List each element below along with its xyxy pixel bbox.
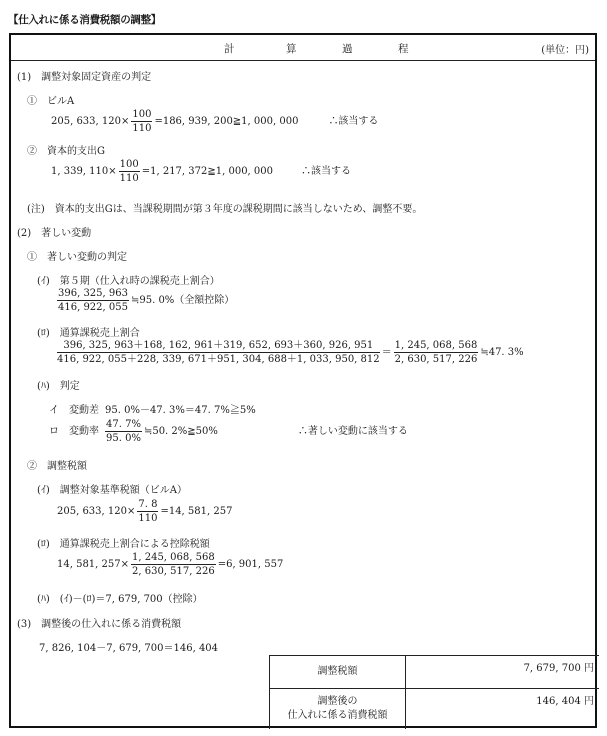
calculation-frame [9,33,597,728]
fraction: $\frac{7. 8}{110}$ [138,499,158,524]
header-char: 算 [286,43,297,55]
section-2-judge-ro-label: (ﾛ) 通算課税売上割合 [37,328,140,339]
document-title: 【仕入れに係る消費税額の調整】 [8,14,161,26]
fraction: $\frac{396, 325, 963+168, 162, 961+319, 652, 693+360, 926, 951}{416, 922, 055+228, 339, 671+951, 304, 688+1, 033, 950, 812}$ [57,340,380,365]
result-value: 7, 679, 700 円 [523,663,594,674]
section-2-judge-i-label: (ｲ) 第５期（仕入れ時の課税売上割合） [37,276,220,287]
header-char: 程 [398,43,409,55]
header-char: 過 [342,43,353,55]
section-2-judge-ha-label: (ﾊ) 判定 [37,381,80,392]
fraction: $\frac{396, 325, 963}{416, 922, 055}$ [58,288,128,313]
conclusion: ∴著しい変動に該当する [297,426,408,437]
result-value: 146, 404 円 [536,696,594,707]
section-1-item-a-label: ① ビルA [27,96,75,107]
section-2-judge-ro-formula: $\frac{396, 325, 963+168, 162, 961+319, 652, 693+360, 926, 951}{416, 922, 055+228, 339, 671+951, 304, 688+1, 033, 950, 812}$ ＝ $\frac{1, 245, 068, 568}{2, 630, 517, 226}$ ≒47. 3% [57,340,524,365]
section-1-item-b-label: ② 資本的支出G [27,146,105,157]
fraction: $\frac{100}{110}$ [119,159,139,184]
section-1-heading: (1) 調整対象固定資産の判定 [17,72,152,83]
section-2-adjust-ro-label: (ﾛ) 通算課税売上割合による控除税額 [37,539,210,550]
section-3-formula: 7, 826, 104－7, 679, 700＝146, 404 [39,643,219,654]
section-1-item-b-formula: 1, 339, 110× $\frac{100}{110}$ =1, 217, 372≧1, 000, 000 ∴該当する [51,159,351,184]
section-3-heading: (3) 調整後の仕入れに係る消費税額 [17,619,182,630]
section-1-item-a-formula: 205, 633, 120× $\frac{100}{110}$ =186, 939, 200≧1, 000, 000 ∴該当する [51,109,379,134]
section-2-judge-ha-diff: イ 変動差 95. 0%－47. 3%＝47. 7%≧5% [49,405,256,416]
conclusion: ∴該当する [301,166,351,177]
section-2-adjust-i-formula: 205, 633, 120× $\frac{7. 8}{110}$ =14, 581, 257 [57,499,233,524]
section-2-adjust-label: ② 調整税額 [27,461,87,472]
result-label: 調整税額 [270,656,406,688]
result-label: 調整後の 仕入れに係る消費税額 [270,689,406,729]
section-2-adjust-ro-formula: 14, 581, 257× $\frac{1, 245, 068, 568}{2, 630, 517, 226}$ =6, 901, 557 [57,552,284,577]
fraction: $\frac{1, 245, 068, 568}{2, 630, 517, 226}$ [132,552,215,577]
result-row-adjusted-purchase-tax [270,689,599,729]
section-2-judge-i-formula: $\frac{396, 325, 963}{416, 922, 055}$ ≒95. 0%（全額控除） [58,288,235,313]
section-2-judge-ha-rate: ロ 変動率 $\frac{47. 7\%}{95. 0\%}$ ≒50. 2%≧50% ∴著しい変動に該当する [49,419,408,444]
result-row-adjust-tax [270,656,599,689]
section-2-judge-label: ① 著しい変動の判定 [27,252,127,263]
section-2-adjust-ha: (ﾊ) (ｲ)－(ﾛ)＝7, 679, 700（控除） [37,594,203,605]
fraction: $\frac{1, 245, 068, 568}{2, 630, 517, 226}$ [394,340,478,365]
header-char: 計 [224,43,235,55]
section-1-note: (注) 資本的支出Gは、当課税期間が第３年度の課税期間に該当しないため、調整不要。 [27,204,423,215]
section-2-heading: (2) 著しい変動 [17,228,92,239]
result-table [269,655,599,729]
fraction: $\frac{100}{110}$ [132,109,152,134]
fraction: $\frac{47. 7\%}{95. 0\%}$ [106,419,141,444]
unit-label: (単位：円) [541,45,589,56]
section-2-adjust-i-label: (ｲ) 調整対象基準税額（ビルA） [37,485,188,496]
conclusion: ∴該当する [328,116,379,127]
header-row [11,35,595,61]
